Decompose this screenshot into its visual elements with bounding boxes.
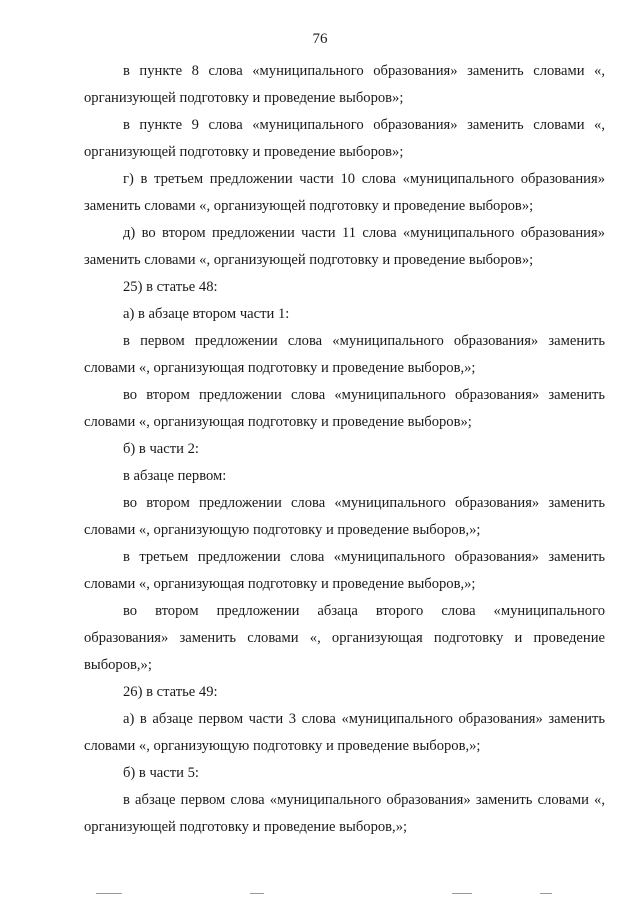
scan-artifact <box>540 893 552 894</box>
paragraph: в абзаце первом: <box>123 468 227 484</box>
paragraph: в пункте 8 слова «муниципального образования» заменить словами «, организующей подготовку и проведение выборов»; <box>84 63 605 106</box>
paragraph: а) в абзаце первом части 3 слова «муниципального образования» заменить словами «, организующую подготовку и проведение выборов,»; <box>84 711 605 754</box>
paragraph: в первом предложении слова «муниципального образования» заменить словами «, организующая подготовку и проведение выборов,»; <box>84 333 605 376</box>
paragraph: в пункте 9 слова «муниципального образования» заменить словами «, организующей подготовку и проведение выборов»; <box>84 117 605 160</box>
page-number: 76 <box>312 31 328 47</box>
paragraph: в третьем предложении слова «муниципального образования» заменить словами «, организующая подготовку и проведение выборов,»; <box>84 549 605 592</box>
paragraph: во втором предложении слова «муниципального образования» заменить словами «, организующая подготовку и проведение выборов»; <box>84 387 605 430</box>
paragraph: в абзаце первом слова «муниципального образования» заменить словами «, организующей подготовку и проведение выборов,»; <box>84 792 605 835</box>
scan-artifact <box>452 893 472 894</box>
paragraph: б) в части 2: <box>123 441 199 457</box>
scan-artifact <box>96 893 122 894</box>
paragraph: г) в третьем предложении части 10 слова «муниципального образования» заменить словами «, организующей подготовку и проведение выборов»; <box>84 171 605 214</box>
scan-artifact <box>250 893 264 894</box>
paragraph: б) в части 5: <box>123 765 199 781</box>
paragraph: д) во втором предложении части 11 слова «муниципального образования» заменить словами «, организующей подготовку и проведение выборов»; <box>84 225 605 268</box>
paragraph: во втором предложении абзаца второго слова «муниципального образования» заменить словами «, организующая подготовку и проведение выборов,»; <box>84 603 605 673</box>
document-body <box>84 58 605 841</box>
paragraph: во втором предложении слова «муниципального образования» заменить словами «, организующую подготовку и проведение выборов,»; <box>84 495 605 538</box>
paragraph: 25) в статье 48: <box>123 279 218 295</box>
paragraph: а) в абзаце втором части 1: <box>123 306 290 322</box>
paragraph: 26) в статье 49: <box>123 684 218 700</box>
